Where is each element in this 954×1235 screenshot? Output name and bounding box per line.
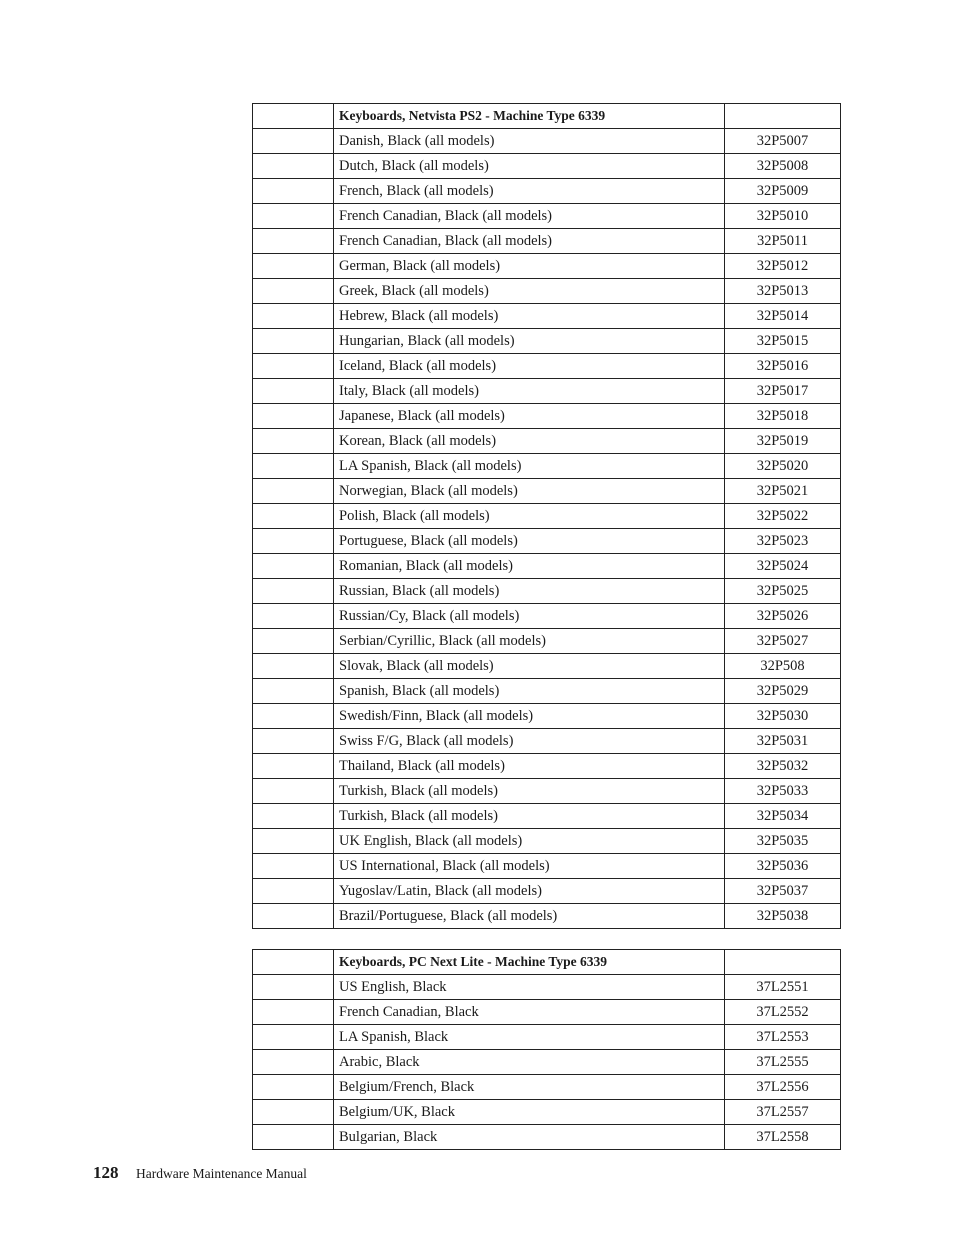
description-cell: Russian/Cy, Black (all models) [334,604,725,629]
table-body [253,104,841,929]
description-cell: French Canadian, Black (all models) [334,204,725,229]
table-row [253,1100,841,1125]
description-cell: French, Black (all models) [334,179,725,204]
part-number-cell: 37L2556 [725,1075,841,1100]
part-number-cell: 32P5037 [725,879,841,904]
part-number-cell: 32P5023 [725,529,841,554]
table-row [253,529,841,554]
description-cell: Arabic, Black [334,1050,725,1075]
description-cell: Polish, Black (all models) [334,504,725,529]
part-number-cell: 37L2552 [725,1000,841,1025]
table-row [253,729,841,754]
description-cell: Hungarian, Black (all models) [334,329,725,354]
table-row [253,304,841,329]
part-number-cell: 32P5014 [725,304,841,329]
table-row [253,279,841,304]
index-cell [253,629,334,654]
index-cell [253,504,334,529]
description-cell: Dutch, Black (all models) [334,154,725,179]
table-row [253,754,841,779]
netvista-keyboard-parts-table [252,103,841,929]
description-cell: Turkish, Black (all models) [334,779,725,804]
table-row [253,604,841,629]
part-number-cell: 32P5036 [725,854,841,879]
table-header-row [253,950,841,975]
index-cell [253,704,334,729]
index-cell [253,179,334,204]
index-cell [253,279,334,304]
table-title: Keyboards, Netvista PS2 - Machine Type 6339 [334,104,725,129]
table-row [253,429,841,454]
table-row [253,504,841,529]
index-cell [253,975,334,1000]
part-number-cell: 32P5035 [725,829,841,854]
table-row [253,629,841,654]
description-cell: Spanish, Black (all models) [334,679,725,704]
part-number-cell: 32P5011 [725,229,841,254]
index-cell [253,804,334,829]
description-cell: Slovak, Black (all models) [334,654,725,679]
table-title: Keyboards, PC Next Lite - Machine Type 6339 [334,950,725,975]
part-number-cell: 32P5032 [725,754,841,779]
index-cell [253,354,334,379]
table-row [253,854,841,879]
index-cell [253,579,334,604]
page-footer [93,1163,307,1183]
index-cell [253,154,334,179]
description-cell: Iceland, Black (all models) [334,354,725,379]
part-number-cell: 32P5027 [725,629,841,654]
description-cell: US International, Black (all models) [334,854,725,879]
index-cell [253,754,334,779]
part-number-cell: 32P5033 [725,779,841,804]
part-number-cell: 37L2557 [725,1100,841,1125]
table-row [253,404,841,429]
table-row [253,679,841,704]
description-cell: Belgium/French, Black [334,1075,725,1100]
part-number-cell: 32P5008 [725,154,841,179]
description-cell: Italy, Black (all models) [334,379,725,404]
description-cell: Serbian/Cyrillic, Black (all models) [334,629,725,654]
part-number-cell: 32P5029 [725,679,841,704]
index-cell [253,554,334,579]
table-row [253,779,841,804]
description-cell: Brazil/Portuguese, Black (all models) [334,904,725,929]
part-number-cell: 32P5038 [725,904,841,929]
part-number-cell: 32P5020 [725,454,841,479]
index-cell [253,854,334,879]
description-cell: Portuguese, Black (all models) [334,529,725,554]
table-row [253,204,841,229]
table-row [253,479,841,504]
index-cell [253,204,334,229]
index-cell [253,904,334,929]
table-row [253,229,841,254]
index-cell [253,679,334,704]
table-row [253,654,841,679]
index-cell [253,454,334,479]
part-number-cell: 32P508 [725,654,841,679]
table-row [253,329,841,354]
table-row [253,879,841,904]
table-row [253,1075,841,1100]
part-number-cell: 32P5022 [725,504,841,529]
table-body [253,950,841,1150]
table-row [253,454,841,479]
index-cell [253,404,334,429]
table-row [253,579,841,604]
index-cell [253,879,334,904]
table-row [253,975,841,1000]
part-number-cell: 32P5018 [725,404,841,429]
table-header-row [253,104,841,129]
part-number-cell: 32P5026 [725,604,841,629]
description-cell: Swedish/Finn, Black (all models) [334,704,725,729]
table-row [253,129,841,154]
index-cell [253,779,334,804]
part-number-cell: 32P5021 [725,479,841,504]
description-cell: Danish, Black (all models) [334,129,725,154]
index-cell [253,1100,334,1125]
part-cell [725,104,841,129]
table-row [253,554,841,579]
description-cell: French Canadian, Black [334,1000,725,1025]
description-cell: Romanian, Black (all models) [334,554,725,579]
index-cell [253,829,334,854]
index-cell [253,654,334,679]
description-cell: Japanese, Black (all models) [334,404,725,429]
index-cell [253,479,334,504]
description-cell: Yugoslav/Latin, Black (all models) [334,879,725,904]
document-title: Hardware Maintenance Manual [136,1166,307,1181]
part-number-cell: 32P5010 [725,204,841,229]
index-cell [253,1000,334,1025]
description-cell: LA Spanish, Black [334,1025,725,1050]
part-number-cell: 32P5017 [725,379,841,404]
index-cell [253,229,334,254]
description-cell: Thailand, Black (all models) [334,754,725,779]
part-number-cell: 32P5019 [725,429,841,454]
index-cell [253,729,334,754]
index-cell [253,129,334,154]
table-row [253,354,841,379]
index-cell [253,254,334,279]
description-cell: Belgium/UK, Black [334,1100,725,1125]
table-row [253,829,841,854]
part-number-cell: 32P5031 [725,729,841,754]
part-number-cell: 32P5015 [725,329,841,354]
part-number-cell: 32P5009 [725,179,841,204]
index-cell [253,950,334,975]
table-row [253,804,841,829]
description-cell: German, Black (all models) [334,254,725,279]
description-cell: LA Spanish, Black (all models) [334,454,725,479]
description-cell: Greek, Black (all models) [334,279,725,304]
part-number-cell: 32P5012 [725,254,841,279]
index-cell [253,304,334,329]
index-cell [253,1050,334,1075]
description-cell: French Canadian, Black (all models) [334,229,725,254]
table-row [253,1050,841,1075]
description-cell: Bulgarian, Black [334,1125,725,1150]
table-row [253,179,841,204]
index-cell [253,604,334,629]
index-cell [253,1125,334,1150]
description-cell: Hebrew, Black (all models) [334,304,725,329]
page-number: 128 [93,1163,119,1182]
table-row [253,1000,841,1025]
part-number-cell: 37L2558 [725,1125,841,1150]
part-number-cell: 32P5025 [725,579,841,604]
part-number-cell: 37L2553 [725,1025,841,1050]
part-cell [725,950,841,975]
table-row [253,254,841,279]
index-cell [253,1025,334,1050]
part-number-cell: 32P5024 [725,554,841,579]
table-row [253,1125,841,1150]
part-number-cell: 32P5007 [725,129,841,154]
index-cell [253,1075,334,1100]
index-cell [253,529,334,554]
table-row [253,1025,841,1050]
description-cell: Swiss F/G, Black (all models) [334,729,725,754]
table-row [253,379,841,404]
index-cell [253,429,334,454]
part-number-cell: 32P5034 [725,804,841,829]
description-cell: US English, Black [334,975,725,1000]
table-row [253,904,841,929]
description-cell: UK English, Black (all models) [334,829,725,854]
index-cell [253,104,334,129]
index-cell [253,379,334,404]
table-row [253,154,841,179]
part-number-cell: 32P5016 [725,354,841,379]
description-cell: Turkish, Black (all models) [334,804,725,829]
index-cell [253,329,334,354]
part-number-cell: 37L2555 [725,1050,841,1075]
description-cell: Korean, Black (all models) [334,429,725,454]
description-cell: Russian, Black (all models) [334,579,725,604]
table-row [253,704,841,729]
part-number-cell: 37L2551 [725,975,841,1000]
pc-next-lite-keyboard-parts-table [252,949,841,1150]
part-number-cell: 32P5030 [725,704,841,729]
part-number-cell: 32P5013 [725,279,841,304]
description-cell: Norwegian, Black (all models) [334,479,725,504]
